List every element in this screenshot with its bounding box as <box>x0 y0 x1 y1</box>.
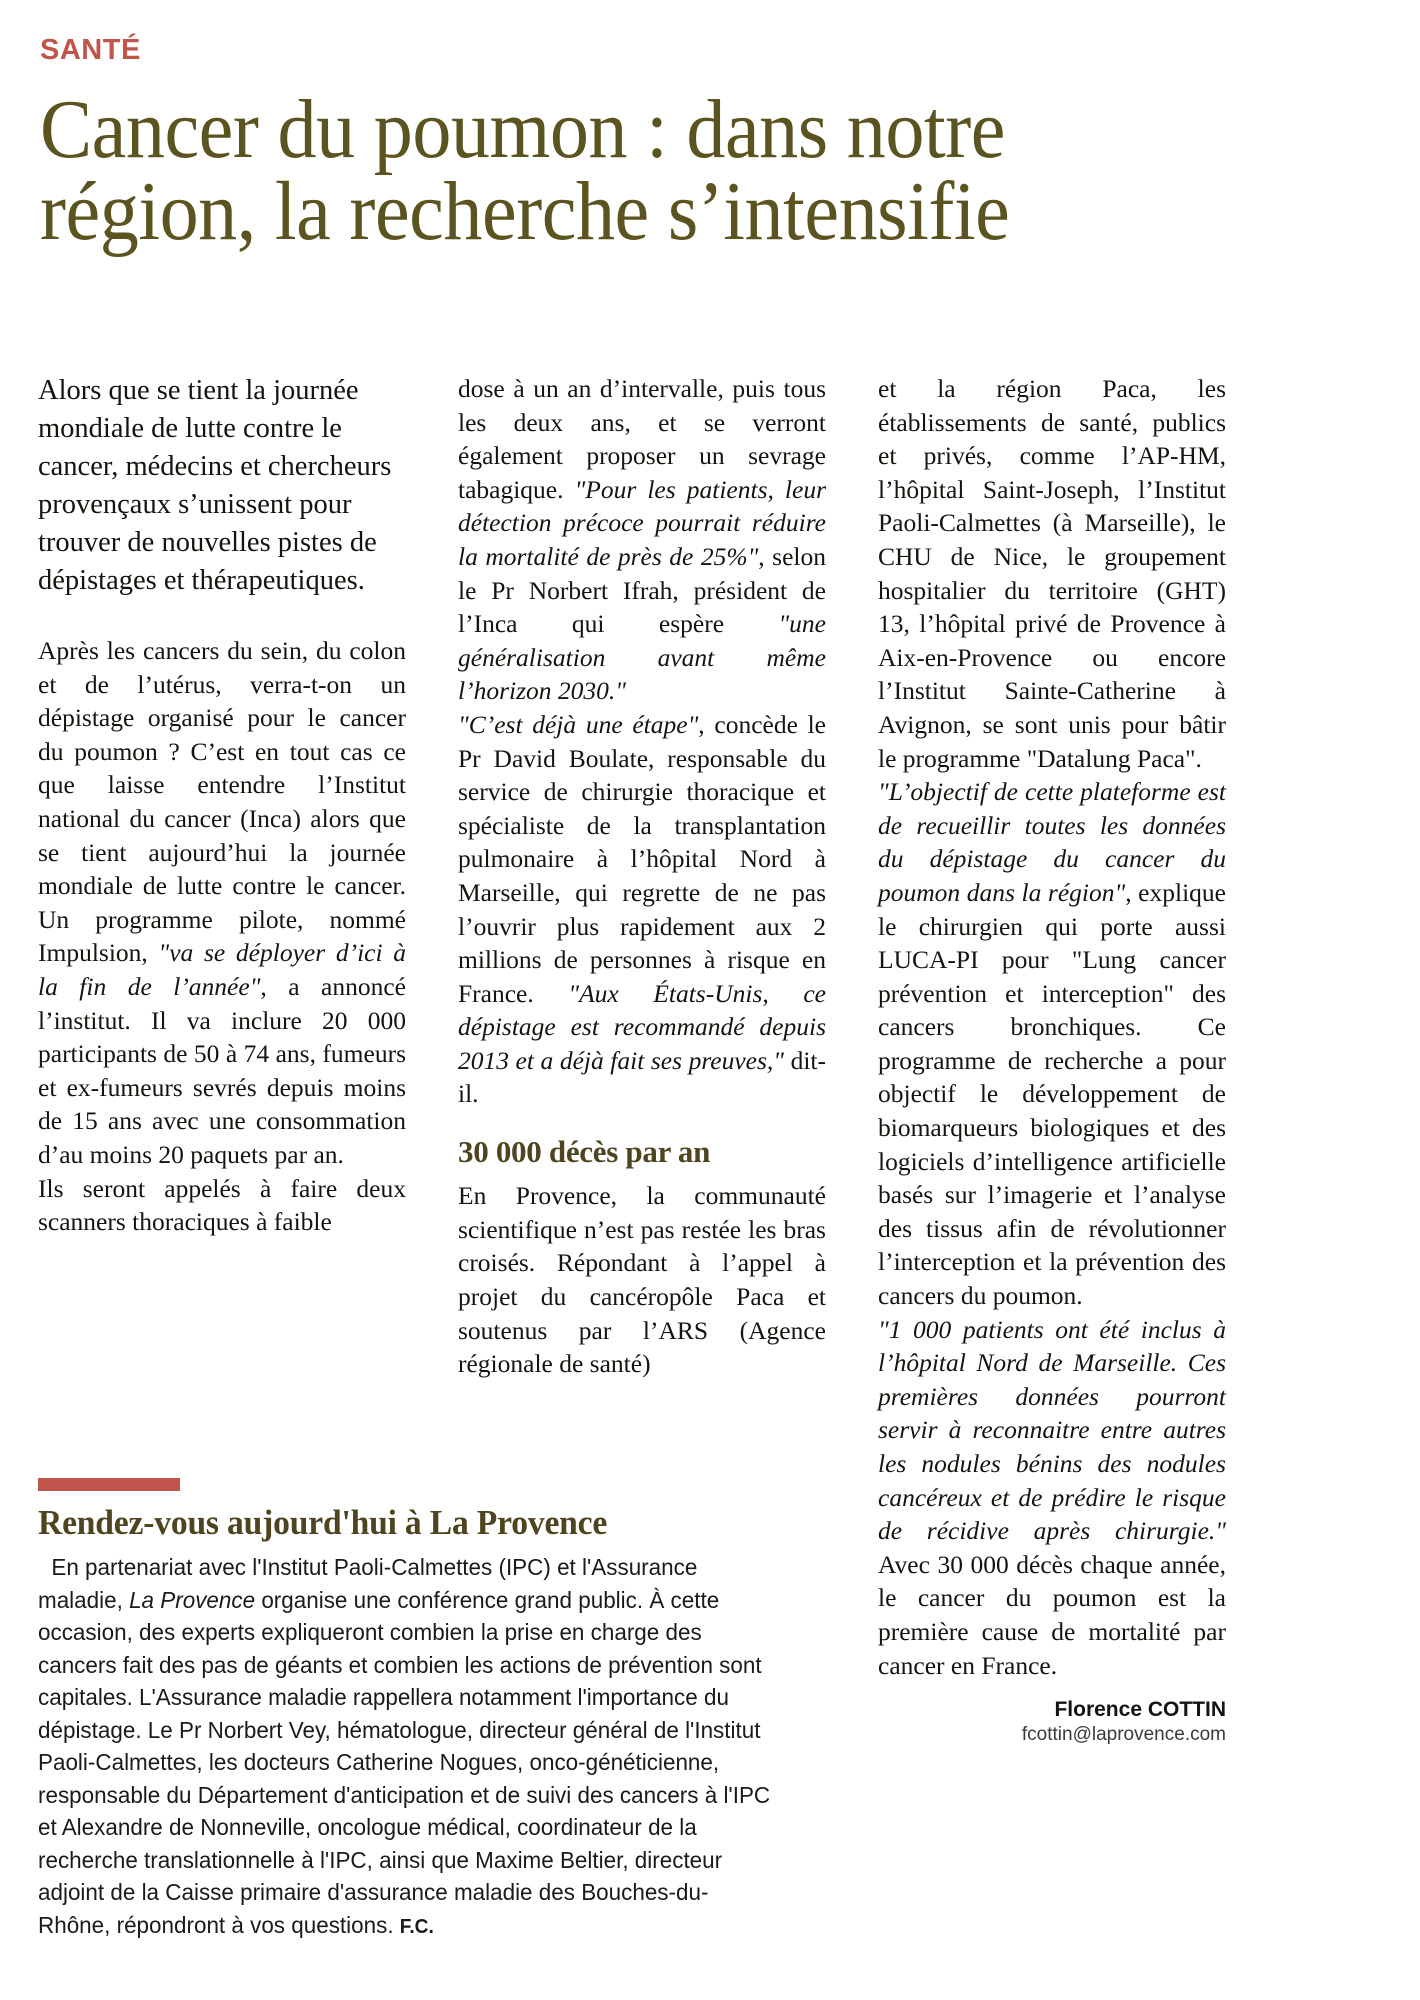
c2p1-quote-1: "Pour les patients, leur détection précoce pourrait réduire la mortalité de près de 25%" <box>458 474 827 571</box>
headline-line-2: région, la recherche s’intensifie <box>40 165 1010 259</box>
lead-paragraph: Alors que se tient la journée mondiale de lutte contre le cancer, médecins et chercheurs provençaux s’unissent pour trouver de nouvelles pistes de dépistages et thérapeutiques. <box>38 375 392 596</box>
column1-paragraph-2: Ils seront appelés à faire deux scanners thoraciques à faible <box>38 1173 406 1237</box>
c3p2-text: , explique le chirurgien qui porte aussi LUCA-PI pour "Lung cancer prévention et interception" des cancers bronchiques. Ce programme de recherche a pour objectif le développement de biomarqueurs biologiques et des logiciels d’intelligence artificielle basés sur l’imagerie et l’analyse des tissus afin de révolutionner l’interception et la prévention des cancers du poumon. <box>878 877 1226 1311</box>
promo-body <box>38 1551 778 1943</box>
c1p1-quote: "va se déployer d’ici à la fin de l’année" <box>38 938 406 1001</box>
c2p1-text-b: , selon le Pr Norbert Ifrah, président de l’Inca qui espère <box>458 541 826 639</box>
promo-brand-italic: La Provence <box>129 1586 256 1613</box>
column3-paragraph-2 <box>878 775 1226 1313</box>
c2p1-text-a: dose à un an d’intervalle, puis tous les deux ans, et se verront également proposer un sevrage tabagique. <box>458 374 826 504</box>
c2p2-quote-1: "C’est déjà une étape" <box>458 709 699 739</box>
author-byline: Florence COTTIN <box>1054 1698 1226 1722</box>
c2p1-quote-2: "une généralisation avant même l’horizon 2030." <box>458 609 826 706</box>
c2p2-text-b: dit-il. <box>458 1045 826 1109</box>
column2-paragraph-1 <box>458 372 826 708</box>
author-email[interactable]: fcottin@laprovence.com <box>1021 1724 1226 1746</box>
c1p1-text-a: Après les cancers du sein, du colon et de l’utérus, verra-t-on un dépistage organisé pour le cancer du poumon ? C’est en tout cas ce que laisse entendre l’Institut national du cancer (Inca) alors que se tient aujourd’hui la journée mondiale de lutte contre le cancer. Un programme pilote, nommé Impulsion, <box>38 636 406 968</box>
promo-signature: F.C. <box>399 1915 434 1938</box>
column3-paragraph-1: et la région Paca, les établissements de santé, publics et privés, comme l’AP-HM, l’hôpital Saint-Joseph, l’Institut Paoli-Calmettes (à Marseille), le CHU de Nice, le groupement hospitalier du territoire (GHT) 13, l’hôpital privé de Provence à Aix-en-Provence ou encore l’Institut Sainte-Catherine à Avignon, se sont unis pour bâtir le programme "Datalung Paca". <box>878 374 1226 773</box>
promo-box <box>38 1478 938 1943</box>
promo-text-b: organise une conférence grand public. À cette occasion, des experts expliqueront combien la prise en charge des cancers fait des pas de géants et combien les actions de prévention sont capitales. L'Assurance maladie rappellera notamment l'importance du dépistage. Le Pr Norbert Vey, hématologue, directeur général de l'Institut Paoli-Calmettes, les docteurs Catherine Nogues, onco-généticienne, responsable du Département d'anticipation et de suivi des cancers à l'IPC et Alexandre de Nonneville, oncologue médical, coordinateur de la recherche translationnelle à l'IPC, ainsi que Maxime Beltier, directeur adjoint de la Caisse primaire d'assurance maladie des Bouches-du-Rhône, répondront à vos questions. <box>38 1586 771 1938</box>
headline-line-1: Cancer du poumon : dans notre <box>40 83 1005 176</box>
c2p2-quote-2: "Aux États-Unis, ce dépistage est recommandé depuis 2013 et a déjà fait ses preuves," <box>458 978 826 1075</box>
column2-paragraph-2 <box>458 708 826 1111</box>
column1-paragraph-1 <box>38 634 406 1172</box>
c3p2-quote: "L’objectif de cette plateforme est de recueillir toutes les données du dépistage du cancer du poumon dans la région" <box>878 777 1226 907</box>
article-headline <box>40 83 1288 259</box>
section-subhead: 30 000 décès par an <box>458 1134 711 1170</box>
c1p1-text-b: , a annoncé l’institut. Il va inclure 20 000 participants de 50 à 74 ans, fumeurs et ex-fumeurs sevrés depuis moins de 15 ans avec une consommation d’au moins 20 paquets par an. <box>38 971 406 1169</box>
c3p3-text: Avec 30 000 décès chaque année, le cancer du poumon est la première cause de mortalité par cancer en France. <box>878 1549 1226 1680</box>
column2-paragraph-3: En Provence, la communauté scientifique n’est pas restée les bras croisés. Répondant à l’appel à projet du cancéropôle Paca et soutenus par l’ARS (Agence régionale de santé) <box>458 1181 826 1379</box>
c3p3-quote: "1 000 patients ont été inclus à l’hôpital Nord de Marseille. Ces premières données pourront servir à reconnaitre entre autres les nodules bénins des nodules cancéreux et de prédire le risque de récidive après chirurgie." <box>878 1314 1226 1546</box>
promo-accent-rule <box>38 1478 180 1491</box>
promo-text-a: En partenariat avec l'Institut Paoli-Calmettes (IPC) et l'Assurance maladie, <box>38 1554 698 1613</box>
section-kicker: SANTÉ <box>40 34 141 66</box>
promo-title: Rendez-vous aujourd'hui à La Provence <box>38 1503 608 1542</box>
c2p2-text-a: , concède le Pr David Boulate, responsable du service de chirurgie thoracique et spécialiste de la transplantation pulmonaire à l’hôpital Nord à Marseille, qui regrette de ne pas l’ouvrir plus rapidement aux 2 millions de personnes à risque en France. <box>458 709 826 1008</box>
